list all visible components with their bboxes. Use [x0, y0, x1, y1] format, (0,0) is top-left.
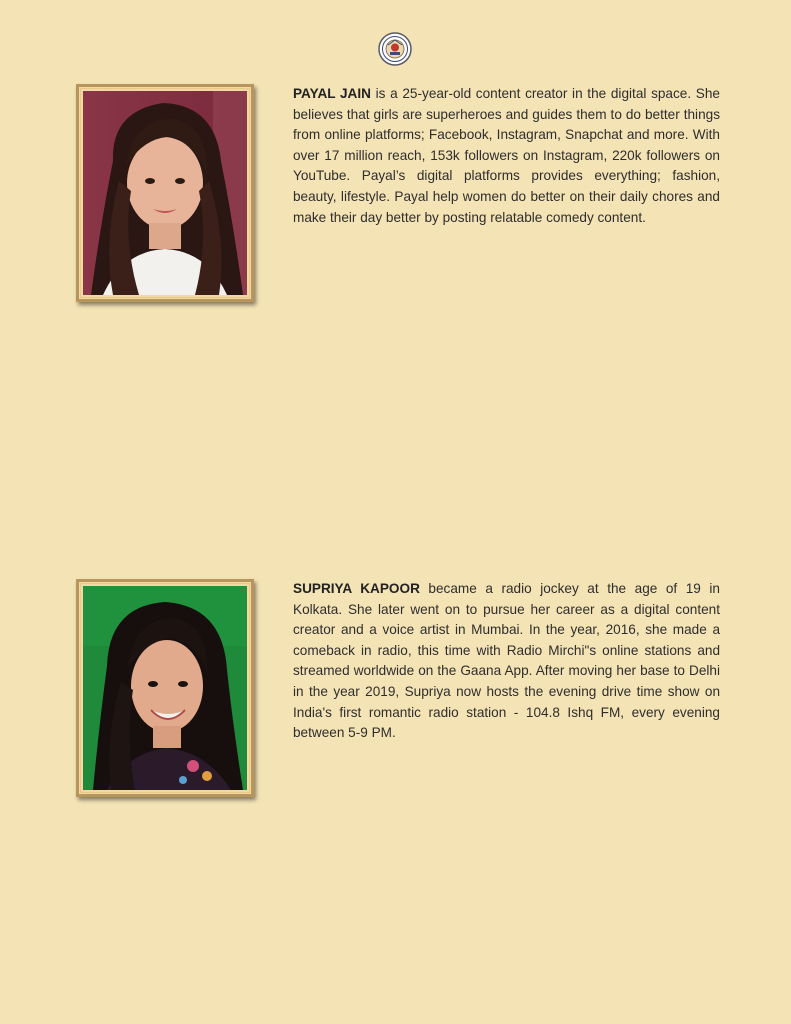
profile-photo-frame: [76, 84, 254, 302]
profile-photo-supriya-kapoor: [83, 586, 247, 790]
profile-photo-payal-jain: [83, 91, 247, 295]
profile-photo-frame: [76, 579, 254, 797]
emblem-seal-icon: [378, 32, 412, 66]
profile-bio-text: is a 25-year-old content creator in the digital space. She believes that girls are superheroes and guides them to do better things from online platforms; Facebook, Instagram, Snapchat and more. With over 17 million reach, 153k followers on Instagram, 220k followers on YouTube. Payal’s digital platforms provides everything; fashion, beauty, lifestyle. Payal help women do better on their daily chores and make their day better by posting relatable comedy content.: [293, 86, 720, 225]
profile-name: PAYAL JAIN: [293, 86, 371, 101]
profile-bio: [293, 579, 720, 744]
profile-bio-text: became a radio jockey at the age of 19 in Kolkata. She later went on to pursue her career as a digital content creator and a voice artist in Mumbai. In the year, 2016, she made a comeback in radio, this time with Radio Mirchi"s online stations and streamed worldwide on the Gaana App. After moving her base to Delhi in the year 2019, Supriya now hosts the evening drive time show on India's first romantic radio station - 104.8 Ishq FM, every evening between 5-9 PM.: [293, 581, 720, 741]
profile-bio: [293, 84, 720, 228]
profile-name: SUPRIYA KAPOOR: [293, 581, 420, 596]
